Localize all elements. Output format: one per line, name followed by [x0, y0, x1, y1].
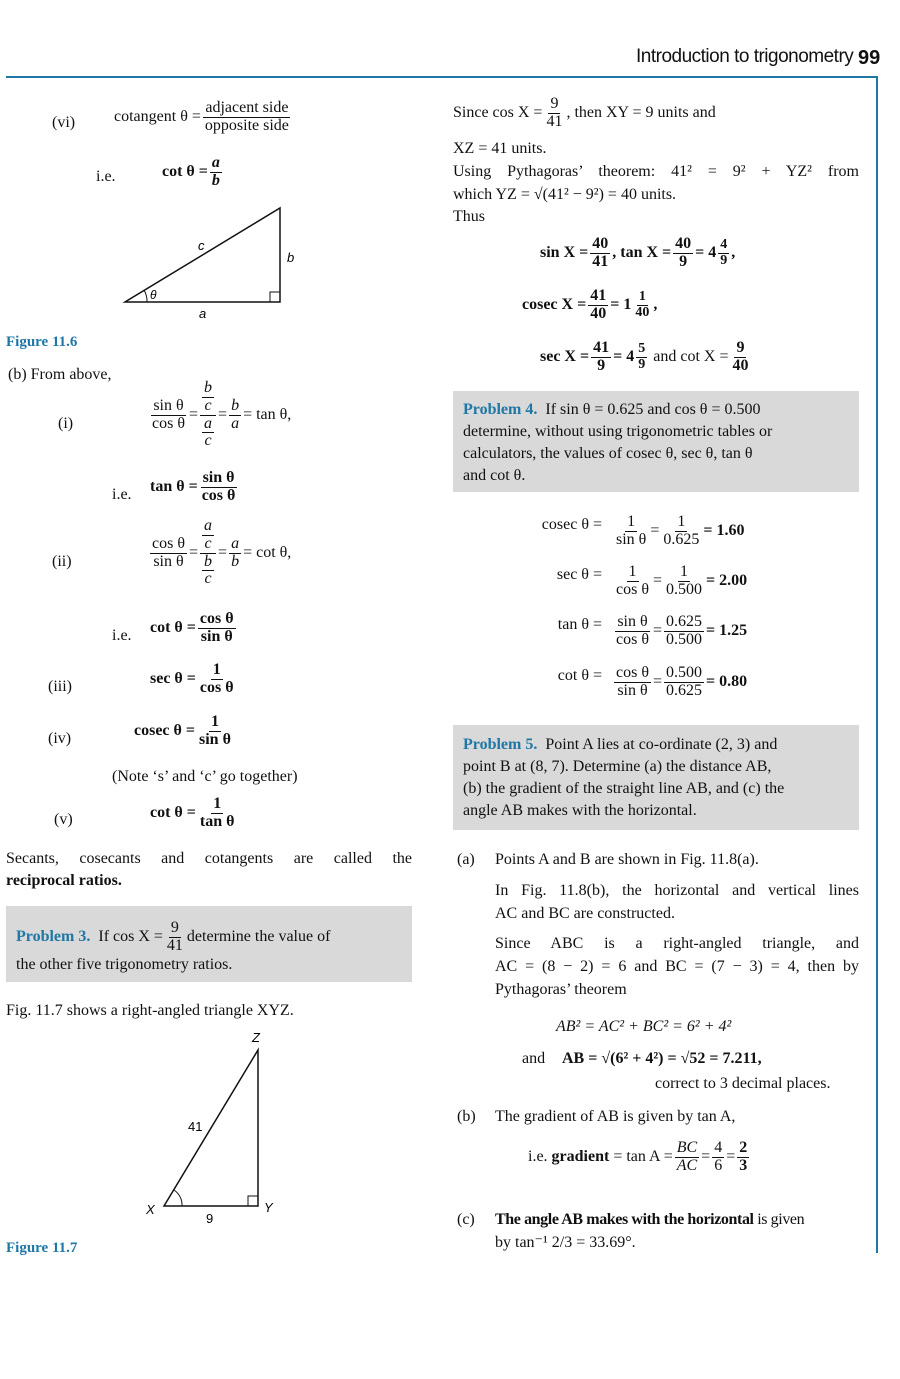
ii-a2: a	[231, 534, 240, 552]
i-label: (i)	[58, 415, 74, 432]
ii-num: cos θ	[152, 534, 185, 552]
sol-cot-n2: 0.500	[666, 664, 703, 681]
gradient-f2	[712, 1140, 724, 1175]
sec-frac	[198, 662, 236, 697]
sol-cosec-n2: 1	[677, 513, 686, 530]
cosecx-eq: = 1	[610, 296, 632, 314]
figure-11-6-triangle	[115, 200, 305, 325]
sinx-den: 41	[592, 252, 609, 270]
problem-5-line-1	[463, 734, 777, 756]
cosecx-fn: 1	[638, 289, 646, 305]
gradient-d3: 3	[739, 1156, 748, 1174]
problem-4-box	[453, 391, 859, 492]
sec-lhs: sec θ =	[150, 670, 196, 688]
sec-den: cos θ	[199, 678, 234, 696]
cot-ie-num: cos θ	[199, 610, 234, 627]
problem-5-line-3: (b) the gradient of the straight line AB, and (c) the	[463, 780, 785, 797]
secx-fn: 5	[638, 341, 646, 357]
page-number: 99	[858, 47, 881, 69]
secx-lhs: sec X =	[540, 348, 590, 366]
fig7-z-label: Z	[252, 1030, 260, 1045]
i-b1: b	[204, 379, 213, 396]
cosec-den: sin θ	[199, 730, 231, 748]
ii-b1: b	[204, 552, 213, 570]
ii-den: sin θ	[153, 552, 184, 570]
cotx-frac	[730, 340, 750, 375]
sol-sec-d2: 0.500	[666, 580, 703, 598]
problem-3-text1: If cos X =	[98, 928, 163, 946]
eq2-and: and	[522, 1050, 546, 1067]
sinx-lhs: sin X =	[540, 244, 589, 262]
since-num: 9	[550, 95, 559, 112]
cot-lhs: cot θ =	[162, 163, 208, 181]
sol-cosec-lhs: cosec θ =	[541, 516, 602, 533]
problem-3-den: 41	[166, 936, 183, 954]
ie-label: i.e.	[96, 168, 116, 185]
sol-cot-f1	[614, 665, 651, 700]
ii-frac	[150, 536, 187, 571]
cot-tan-num: 1	[213, 795, 222, 812]
v-label: (v)	[54, 811, 73, 828]
decimal-places: correct to 3 decimal places.	[655, 1075, 831, 1092]
sol-tan-lhs: tan θ =	[557, 616, 602, 633]
sol-sec-f2	[664, 564, 704, 599]
sol-cot-n1: cos θ	[616, 664, 649, 681]
sol-cosec-rhs: $\frac{1}{\text{sin θ}}$ = $\frac{1}{0.625}$ = 1.60	[616, 513, 745, 548]
fig7-intro: Fig. 11.7 shows a right-angled triangle XYZ.	[6, 1002, 294, 1019]
fig6-c-label: c	[198, 238, 205, 253]
secants-line-1: Secants, cosecants and cotangents are called the	[6, 850, 412, 867]
part-c-bold: The angle AB makes with the horizontal	[495, 1211, 754, 1228]
i-compound-num: $\frac{b}{c}$	[200, 380, 216, 416]
cosec-frac	[197, 714, 233, 749]
cotx-den: 40	[732, 356, 749, 374]
problem-4-line-2: determine, without using trigonometric tables or	[463, 423, 773, 440]
ii-ie-label: i.e.	[112, 627, 132, 644]
sol-sec-n1: 1	[628, 563, 637, 580]
cot-tan-lhs: cot θ =	[150, 804, 196, 822]
sol-tan-d1: cos θ	[616, 630, 649, 648]
secx-den: 9	[597, 356, 606, 374]
tanx-lhs: , tan X =	[612, 244, 672, 262]
part-a-line-5: AC = (8 − 2) = 6 and BC = (7 − 3) = 4, then by	[495, 958, 859, 975]
fig7-base-label: 9	[206, 1211, 214, 1226]
i-den: cos θ	[152, 414, 185, 432]
fig7-y-label: Y	[264, 1200, 273, 1215]
problem-5-line-2: point B at (8, 7). Determine (a) the distance AB,	[463, 758, 772, 775]
fig6-theta-label: θ	[150, 288, 157, 302]
gradient-f3	[737, 1140, 749, 1175]
sec-num: 1	[212, 661, 221, 678]
secx-mixed-frac	[636, 342, 647, 372]
cot-ie-eq	[150, 611, 238, 646]
gradient-tan: = tan A =	[613, 1148, 673, 1166]
cot-num: a	[211, 154, 220, 171]
sol-sec-d1: cos θ	[616, 580, 649, 598]
sol-tan-d2: 0.500	[666, 630, 703, 648]
problem-5-line-4: angle AB makes with the horizontal.	[463, 802, 697, 819]
sol-cot-d1: sin θ	[617, 681, 648, 699]
cot-ie-den: sin θ	[200, 627, 233, 645]
secx-eq: = 4	[613, 348, 635, 366]
sinx-frac	[590, 236, 610, 271]
ii-tail: = cot θ,	[243, 543, 292, 561]
problem-3-line-1	[16, 920, 330, 955]
sol-sec-lhs: sec θ =	[556, 566, 602, 583]
vi-label: (vi)	[52, 114, 76, 131]
sol-tan-f2	[664, 614, 704, 649]
sol-cosec-n1: 1	[627, 513, 636, 530]
i-tail: = tan θ,	[243, 405, 292, 423]
fig7-x-label: X	[146, 1202, 155, 1217]
iv-label: (iv)	[48, 730, 72, 747]
cosecx-fd: 40	[635, 304, 650, 320]
sol-cot-f2	[664, 665, 704, 700]
cot-frac	[210, 155, 222, 190]
since-line	[453, 96, 716, 131]
ii-b2: b	[231, 552, 240, 570]
secx-line	[540, 340, 752, 375]
ii-label: (ii)	[52, 553, 72, 570]
tanx-den: 9	[679, 252, 688, 270]
cosec-eq	[134, 714, 235, 749]
cot-ie-frac	[198, 611, 236, 646]
part-a-line-6: Pythagoras’ theorem	[495, 981, 627, 998]
part-c-tail: is given	[757, 1211, 805, 1228]
sol-cosec-d1: sin θ	[616, 530, 647, 548]
sol-sec-result: = 2.00	[706, 572, 748, 590]
since-text1: Since cos X =	[453, 104, 543, 122]
problem-5-text1: Point A lies at co-ordinate (2, 3) and	[545, 736, 778, 753]
sol-sec-n2: 1	[680, 563, 689, 580]
sol-cosec-f1	[614, 514, 648, 549]
fig6-a-label: a	[199, 306, 207, 321]
ab-squared-eq: AB² = AC² + BC² = 6² + 4²	[556, 1018, 732, 1035]
problem-4-line-4: and cot θ.	[463, 467, 526, 484]
gradient-eq: i.e. gradient = tan A = $\frac{BC}{AC}$ = $\frac{4}{6}$ = $\frac{2}{3}$	[528, 1139, 748, 1174]
tan-ie-lhs: tan θ =	[150, 478, 198, 496]
secants-line-2: reciprocal ratios.	[6, 872, 122, 889]
i-compound-frac	[200, 380, 216, 450]
cot-tan-den: tan θ	[199, 812, 235, 830]
ii-compound-frac	[200, 518, 216, 588]
iii-label: (iii)	[48, 678, 72, 695]
margin-rule	[876, 78, 878, 1253]
from-above: (b) From above,	[8, 366, 112, 383]
part-c-line-2: by tan⁻¹ 2/3 = 33.69°.	[495, 1234, 636, 1251]
part-a-label: (a)	[457, 851, 475, 868]
sol-sec-f1	[614, 564, 651, 599]
gradient-n1: BC	[676, 1139, 698, 1156]
pyth-line-2: which YZ = √(41² − 9²) = 40 units.	[453, 186, 677, 203]
i-num: sin θ	[153, 396, 184, 414]
problem-3-text2: determine the value of	[186, 928, 331, 946]
since-text2: , then XY = 9 units and	[566, 104, 716, 122]
sol-cosec-f2	[661, 514, 701, 549]
vi-den: opposite side	[204, 116, 289, 134]
gradient-word: gradient	[551, 1148, 610, 1166]
cotx-num: 9	[736, 339, 745, 356]
problem-4-line-3: calculators, the values of cosec θ, sec θ, tan θ	[463, 445, 753, 462]
sol-cosec-result: = 1.60	[703, 522, 745, 540]
i-a2: a	[231, 414, 240, 432]
cotx-lhs: and cot X =	[653, 348, 729, 366]
secx-frac	[591, 340, 611, 375]
ii-equation: $\frac{\text{cos θ}}{\text{sin θ}}$ = $\frac{\frac{a}{c}}{\frac{b}{c}}$ = $\frac{a}{b}$ = cot θ,	[152, 517, 292, 588]
tanx-num: 40	[675, 235, 692, 252]
sol-cot-result: = 0.80	[706, 673, 748, 691]
cosecx-den: 40	[590, 304, 607, 322]
vi-equation	[114, 100, 293, 135]
ii-simple-frac	[229, 536, 241, 571]
tan-ie-frac	[200, 470, 238, 505]
running-header: Introduction to trigonometry	[636, 46, 854, 67]
pyth-line-1: Using Pythagoras’ theorem: 41² = 9² + YZ² from	[453, 163, 859, 180]
cot-ie-lhs: cot θ =	[150, 619, 196, 637]
sinx-tanx-line: sin X = $\frac{40}{41}$ , tan X = $\frac{40}{9}$ = 4 $\frac{4}{9}$ ,	[540, 235, 736, 270]
vi-word: cotangent θ =	[114, 108, 201, 126]
since-den: 41	[546, 112, 563, 130]
part-a-line-4: Since ABC is a right-angled triangle, and	[495, 935, 859, 952]
cosecx-line: cosec X = $\frac{41}{40}$ = 1 $\frac{1}{40}$ ,	[522, 287, 658, 322]
problem-4-line-1	[463, 399, 761, 421]
cosec-num: 1	[210, 713, 219, 730]
cot-ab-eq	[162, 155, 224, 190]
part-b-label: (b)	[457, 1108, 476, 1125]
part-c-label: (c)	[457, 1211, 475, 1228]
tanx-eq: = 4	[695, 244, 717, 262]
xz-line: XZ = 41 units.	[453, 140, 547, 157]
secx-fd: 9	[638, 356, 646, 372]
figure-11-7-triangle	[140, 1026, 290, 1226]
sol-tan-result: = 1.25	[706, 622, 748, 640]
tanx-fd: 9	[720, 252, 728, 268]
cosecx-num: 41	[590, 287, 607, 304]
cot-tan-eq	[150, 796, 238, 831]
cosecx-frac	[588, 288, 608, 323]
sol-tan-n1: sin θ	[617, 613, 648, 630]
problem-3-num: 9	[170, 919, 179, 936]
cot-den: b	[211, 171, 220, 189]
fig6-b-label: b	[287, 250, 295, 265]
i-frac	[150, 398, 187, 433]
note-text: (Note ‘s’ and ‘c’ go together)	[112, 768, 298, 785]
i-ie-label: i.e.	[112, 486, 132, 503]
since-frac	[544, 96, 564, 131]
figure-11-7-caption: Figure 11.7	[6, 1240, 78, 1256]
problem-3-frac	[165, 920, 185, 955]
sol-cosec-d2: 0.625	[663, 530, 700, 548]
ii-compound-den: $\frac{b}{c}$	[204, 552, 213, 588]
part-a-line-2: In Fig. 11.8(b), the horizontal and vertical lines	[495, 882, 859, 899]
sol-tan-rhs: $\frac{\text{sin θ}}{\text{cos θ}}$ = $\frac{0.625}{0.500}$ = 1.25	[616, 613, 748, 648]
gradient-n2: 4	[714, 1139, 723, 1156]
tanx-frac	[673, 236, 693, 271]
problem-3-box	[6, 906, 412, 982]
problem-5-box	[453, 725, 859, 830]
sol-tan-f1	[614, 614, 651, 649]
problem-3-label: Problem 3.	[16, 928, 91, 946]
gradient-f1	[675, 1140, 699, 1175]
sec-eq	[150, 662, 238, 697]
part-a-line-1: Points A and B are shown in Fig. 11.8(a).	[495, 851, 759, 868]
i-compound-den: $\frac{a}{c}$	[204, 414, 213, 450]
cosecx-lhs: cosec X =	[522, 296, 587, 314]
i-simple-frac	[229, 398, 241, 433]
vi-fraction	[203, 100, 291, 135]
i-equation: $\frac{\text{sin θ}}{\text{cos θ}}$ = $\frac{\frac{b}{c}}{\frac{a}{c}}$ = $\frac{b}{a}$ = tan θ,	[152, 379, 292, 450]
vi-num: adjacent side	[205, 99, 289, 116]
sol-cot-d2: 0.625	[666, 681, 703, 699]
tan-ie-num: sin θ	[202, 469, 235, 486]
ab-distance-eq: AB = √(6² + 4²) = √52 = 7.211,	[562, 1050, 762, 1067]
fig7-hyp-label: 41	[188, 1119, 203, 1134]
cosecx-mixed-frac	[633, 290, 651, 320]
ii-a1: a	[204, 517, 213, 534]
tan-ie-den: cos θ	[201, 486, 236, 504]
figure-11-6-caption: Figure 11.6	[6, 334, 78, 350]
tan-ie-eq	[150, 470, 239, 505]
secx-num: 41	[593, 339, 610, 356]
tanx-mixed-frac	[718, 238, 729, 268]
sol-tan-n2: 0.625	[666, 613, 703, 630]
sol-cot-lhs: cot θ =	[557, 667, 602, 684]
i-a1: a	[204, 414, 213, 432]
i-b2: b	[231, 396, 240, 414]
problem-3-line-2: the other five trigonometry ratios.	[16, 956, 233, 973]
gradient-d1: AC	[676, 1156, 698, 1174]
ii-compound-num: $\frac{a}{c}$	[200, 518, 216, 554]
gradient-n3: 2	[739, 1139, 748, 1156]
gradient-ie: i.e.	[528, 1148, 548, 1166]
part-b-line-1: The gradient of AB is given by tan A,	[495, 1108, 736, 1125]
sol-sec-rhs: $\frac{1}{\text{cos θ}}$ = $\frac{1}{0.500}$ = 2.00	[616, 563, 748, 598]
sinx-num: 40	[592, 235, 609, 252]
part-c-line-1	[495, 1209, 804, 1231]
gradient-d2: 6	[714, 1156, 723, 1174]
thus-text: Thus	[453, 208, 485, 225]
sol-cot-rhs: $\frac{\text{cos θ}}{\text{sin θ}}$ = $\frac{0.500}{0.625}$ = 0.80	[616, 664, 748, 699]
problem-4-text1: If sin θ = 0.625 and cos θ = 0.500	[545, 401, 761, 418]
cot-tan-frac	[198, 796, 237, 831]
part-a-line-3: AC and BC are constructed.	[495, 905, 675, 922]
problem-4-label: Problem 4.	[463, 401, 538, 418]
cosec-lhs: cosec θ =	[134, 722, 195, 740]
header-rule	[6, 76, 878, 78]
tanx-fn: 4	[720, 237, 728, 253]
problem-5-label: Problem 5.	[463, 736, 538, 753]
